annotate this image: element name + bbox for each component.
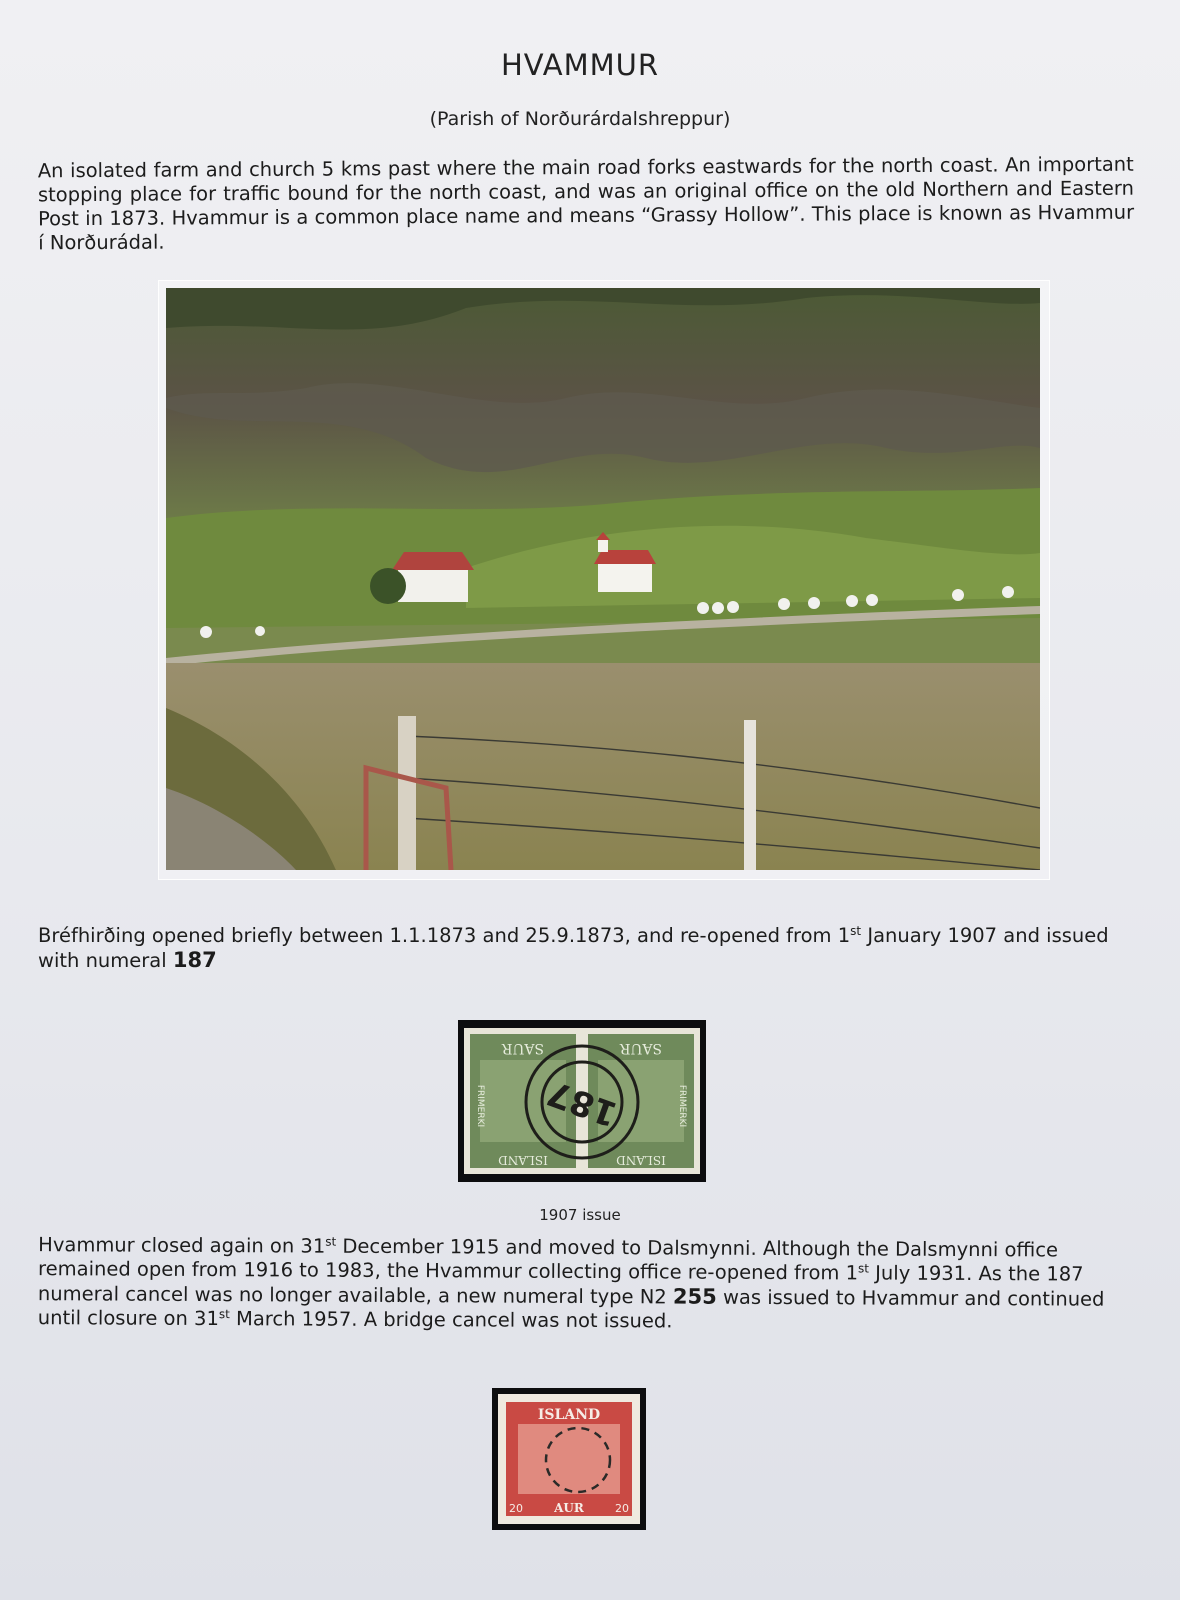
stamp-right-top-text: SAUR	[619, 1040, 663, 1056]
history-paragraph-1: Bréfhirðing opened briefly between 1.1.1873 and 25.9.1873, and re-opened from 1st January 1907 and issued with numeral 187	[38, 924, 1109, 972]
stamp-left-side-text: FRIMERKI	[475, 1084, 485, 1128]
stamp-left-top-text: SAUR	[501, 1040, 545, 1056]
stamp-right-side-text: FRIMERKI	[677, 1084, 687, 1128]
stamp-right-bottom-text: ISLAND	[616, 1153, 666, 1167]
stamp-pair-1907	[458, 1020, 706, 1182]
stamp-caption: 1907 issue	[539, 1206, 621, 1224]
fence-post	[398, 716, 416, 870]
stamp2-value-left: 20	[509, 1502, 523, 1515]
intro-paragraph: An isolated farm and church 5 kms past where the main road forks eastwards for the north coast. An important stopping place for traffic bound for the north coast, and was an original office on the old Northern and Eastern Post in 1873. Hvammur is a common place name and means “Grassy Hollow”. This place is known as Hvammur í Norðurádal.	[37, 152, 1135, 255]
numeral-187: 187	[172, 948, 217, 972]
landscape-photo	[166, 288, 1040, 870]
farmhouse	[392, 552, 474, 602]
tree	[370, 568, 406, 604]
stamp-left-bottom-text: ISLAND	[498, 1153, 548, 1167]
stamp2-value-right: 20	[615, 1502, 629, 1515]
page-subtitle: (Parish of Norðurárdalshreppur)	[429, 108, 731, 130]
stamp-20-aur	[492, 1388, 646, 1530]
fence-post	[744, 720, 756, 870]
stamp2-top-text: ISLAND	[537, 1407, 601, 1423]
numeral-255: 255	[672, 1284, 717, 1309]
page-title: HVAMMUR	[500, 48, 660, 82]
cancel-numeral-text: 187	[542, 1072, 623, 1134]
history-paragraph-2: Hvammur closed again on 31st December 1915 and moved to Dalsmynni. Although the Dalsmynni office remained open from 1916 to 1983, the Hvammur collecting office re-opened from 1st July 1931. As the 187 numeral cancel was no longer available, a new numeral type N2 255 was issued to Hvammur and continued until closure on 31st March 1957. A bridge cancel was not issued.	[37, 1233, 1105, 1333]
stamp2-bottom-text: AUR	[554, 1501, 584, 1515]
